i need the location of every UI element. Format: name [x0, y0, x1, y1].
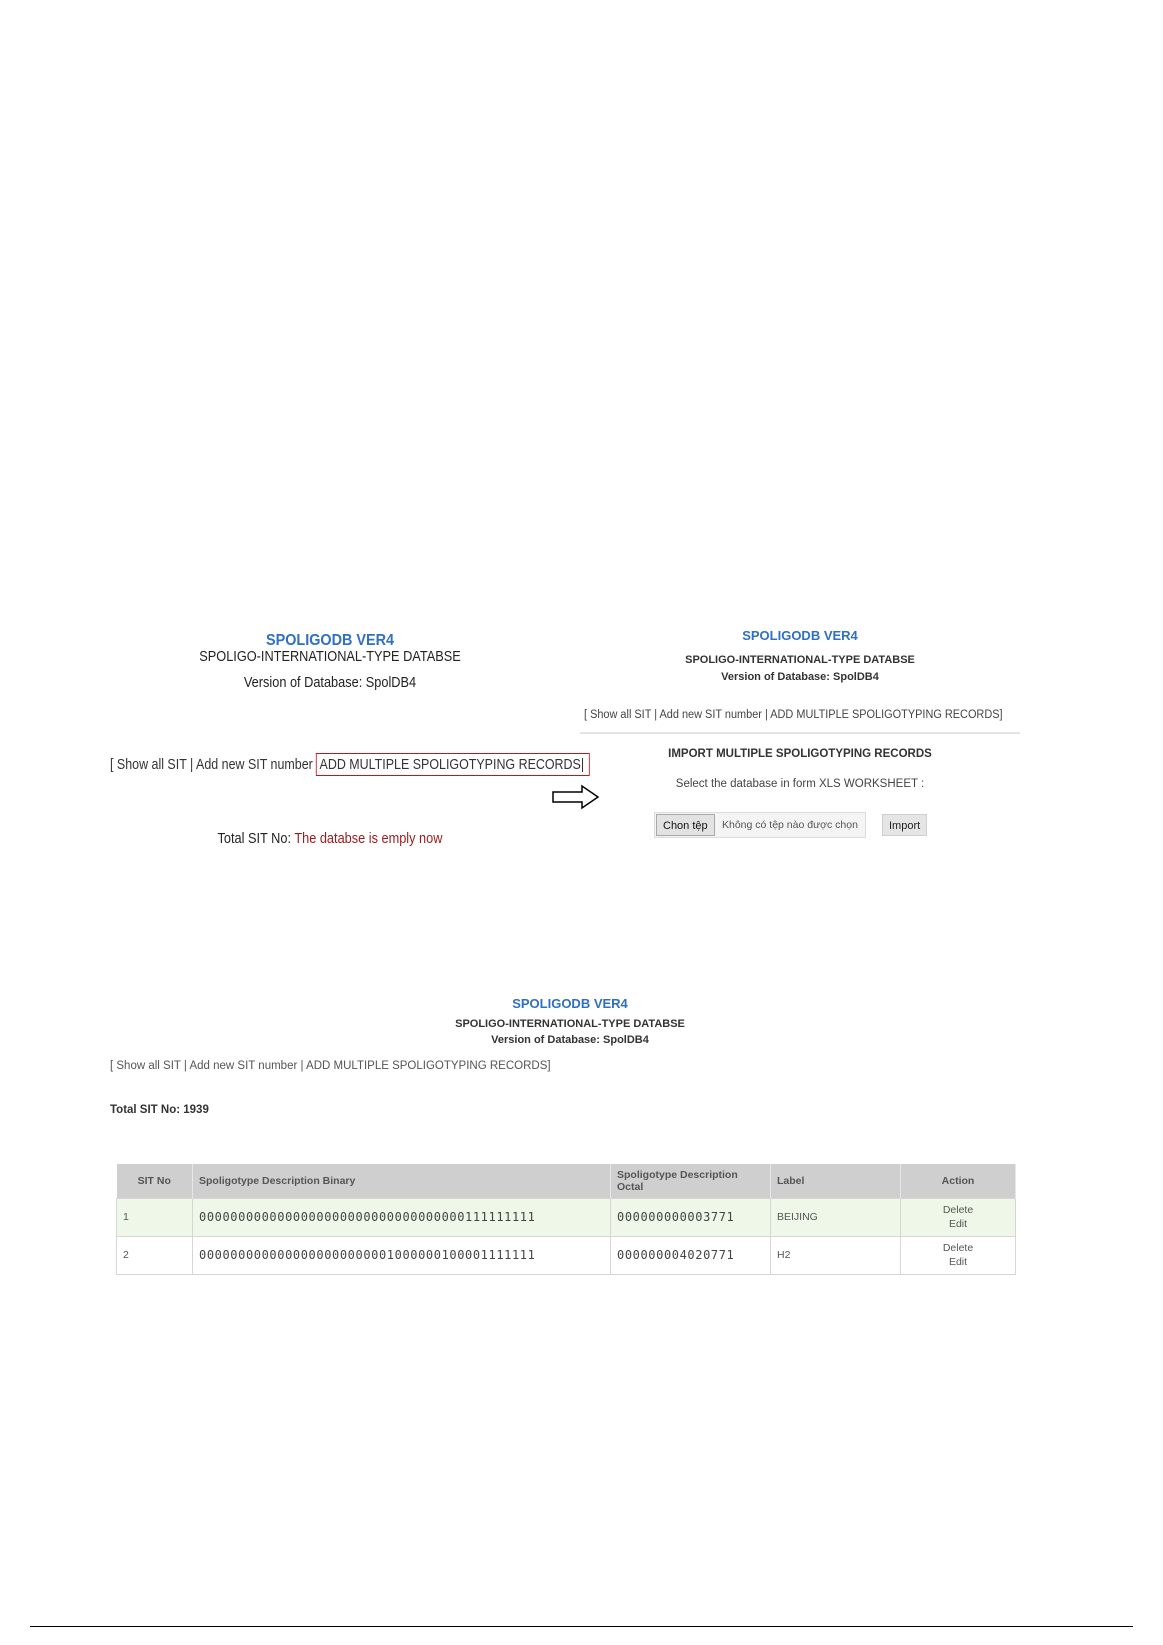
import-button[interactable]: Import — [882, 814, 927, 836]
column-header-sit-no: SIT No — [117, 1164, 193, 1198]
delete-link[interactable]: Delete — [942, 1242, 974, 1254]
cell-binary: 0000000000000000000000001000000100001111111 — [193, 1236, 611, 1274]
database-subtitle: SPOLIGO-INTERNATIONAL-TYPE DATABSE — [685, 654, 915, 666]
nav-bar[interactable]: [ Show all SIT | Add new SIT number | ADD MULTIPLE SPOLIGOTYPING RECORDS] — [110, 1060, 551, 1072]
cell-octal: 000000000003771 — [611, 1198, 771, 1236]
panel-before-import — [110, 620, 585, 850]
total-sit-value: The databse is emply now — [294, 830, 443, 847]
cell-label: BEIJING — [771, 1198, 901, 1236]
page-title: SPOLIGODB VER4 — [512, 996, 628, 1011]
total-sit-count: Total SIT No: 1939 — [110, 1104, 209, 1116]
page-bottom-rule — [30, 1626, 1133, 1627]
table-header-row — [117, 1164, 1016, 1198]
import-heading: IMPORT MULTIPLE SPOLIGOTYPING RECORDS — [668, 748, 932, 760]
table-row — [117, 1236, 1016, 1274]
cell-label: H2 — [771, 1236, 901, 1274]
sit-table — [116, 1164, 1016, 1275]
panel-sit-list — [110, 990, 1030, 1290]
table-row — [117, 1198, 1016, 1236]
import-instructions: Select the database in form XLS WORKSHEET : — [675, 778, 925, 790]
nav-bar — [110, 756, 590, 773]
cell-action — [901, 1198, 1016, 1236]
database-version: Version of Database: SpolDB4 — [721, 671, 879, 683]
cell-binary: 0000000000000000000000000000000000111111111 — [193, 1198, 611, 1236]
cell-sit-no: 1 — [117, 1198, 193, 1236]
nav-show-all-link[interactable]: [ Show all SIT — [110, 756, 187, 773]
column-header-label: Label — [771, 1164, 901, 1198]
database-subtitle: SPOLIGO-INTERNATIONAL-TYPE DATABSE — [199, 648, 461, 665]
column-header-binary: Spoligotype Description Binary — [193, 1164, 611, 1198]
cell-octal: 000000004020771 — [611, 1236, 771, 1274]
delete-link[interactable]: Delete — [942, 1204, 974, 1216]
no-file-chosen-text: Không có tệp nào được chọn — [722, 819, 858, 831]
cell-sit-no: 2 — [117, 1236, 193, 1274]
nav-bar[interactable]: [ Show all SIT | Add new SIT number | ADD MULTIPLE SPOLIGOTYPING RECORDS] — [584, 709, 1003, 721]
database-version: Version of Database: SpolDB4 — [491, 1034, 649, 1046]
database-version: Version of Database: SpolDB4 — [243, 674, 417, 691]
total-sit-label: Total SIT No: — [217, 830, 292, 847]
edit-link[interactable]: Edit — [948, 1218, 968, 1230]
panel-import-form — [580, 620, 1030, 850]
nav-add-multiple-link[interactable]: ADD MULTIPLE SPOLIGOTYPING RECORDS| — [316, 753, 590, 776]
column-header-octal: Spoligotype Description Octal — [611, 1164, 771, 1198]
page-title: SPOLIGODB VER4 — [742, 628, 858, 643]
divider — [580, 732, 1020, 734]
database-subtitle: SPOLIGO-INTERNATIONAL-TYPE DATABSE — [455, 1018, 685, 1030]
nav-add-new-link[interactable]: | Add new SIT number — [190, 756, 313, 773]
edit-link[interactable]: Edit — [948, 1256, 968, 1268]
column-header-action: Action — [901, 1164, 1016, 1198]
page-title: SPOLIGODB VER4 — [265, 632, 395, 649]
choose-file-button[interactable]: Chon tệp — [656, 814, 715, 836]
cell-action — [901, 1236, 1016, 1274]
total-sit-line — [143, 830, 517, 847]
